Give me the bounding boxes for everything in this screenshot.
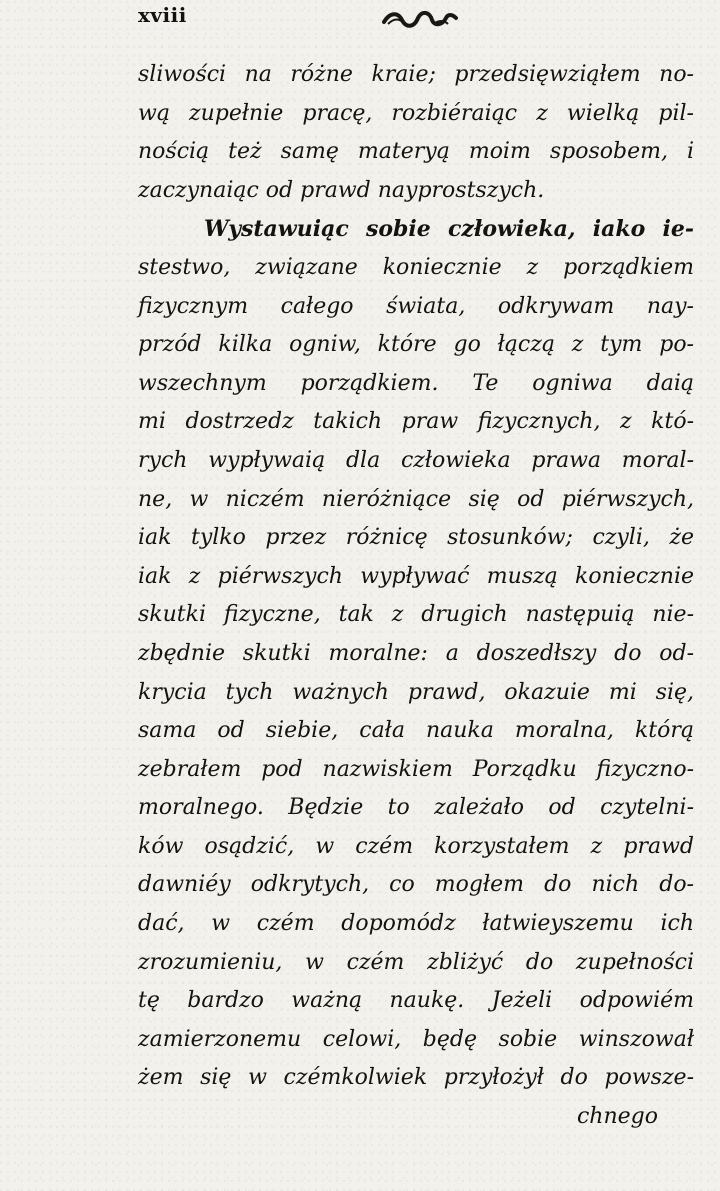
- text-line: wą zupełnie pracę, rozbiéraiąc z wielką pil-: [138, 100, 694, 126]
- text-line: fizycznym całego świata, odkrywam nay-: [138, 293, 694, 319]
- text-line: iak z piérwszych wypływać muszą koniecznie: [138, 563, 694, 589]
- text-line: zaczynaiąc od prawd nayprostszych.: [138, 177, 545, 203]
- text-line: moralnego. Będzie to zależało od czytelni-: [138, 795, 694, 821]
- catchword: chnego: [576, 1104, 658, 1130]
- text-line: stestwo, związane koniecznie z porządkiem: [138, 254, 694, 280]
- text-line: ków osądzić, w czém korzystałem z prawd: [138, 833, 694, 859]
- text-line: krycia tych ważnych prawd, okazuie mi się,: [138, 679, 694, 705]
- text-line: skutki fizyczne, tak z drugich następuią nie-: [138, 602, 694, 628]
- text-line: dać, w czém dopomódz łatwieyszemu ich: [138, 911, 694, 937]
- text-line: tę bardzo ważną naukę. Jeżeli odpowiém: [138, 988, 694, 1014]
- text-line: sliwości na różne kraie; przedsięwziąłem no-: [138, 62, 694, 87]
- text-line: zebrałem pod nazwiskiem Porządku fizyczno-: [138, 756, 694, 782]
- paragraph-start-line: Wystawuiąc sobie człowieka, iako ie-: [204, 216, 694, 243]
- text-line: wszechnym porządkiem. Te ogniwa daią: [138, 370, 694, 396]
- text-line: żem się w czémkolwiek przyłożył do powsze-: [138, 1065, 694, 1091]
- ornament-flourish-icon: [380, 6, 460, 32]
- body-text: [138, 56, 694, 1137]
- text-line: rych wypływaią dla człowieka prawa moral-: [138, 447, 694, 473]
- text-line: dawniéy odkrytych, co mogłem do nich do-: [138, 872, 694, 898]
- text-line: zbędnie skutki moralne: a doszedłszy do od-: [138, 640, 694, 666]
- text-line: iak tylko przez różnicę stosunków; czyli, że: [138, 525, 694, 551]
- text-line: nością też samę materyą moim sposobem, i: [138, 139, 694, 165]
- text-line: przód kilka ogniw, które go łączą z tym po-: [138, 332, 694, 358]
- text-line: sama od siebie, cała nauka moralna, którą: [138, 718, 694, 744]
- text-line: ne, w niczém nieróżniące się od piérwszych,: [138, 486, 694, 512]
- text-line: mi dostrzedz takich praw fizycznych, z któ-: [138, 409, 694, 435]
- text-line: zamierzonemu celowi, będę sobie winszował: [138, 1026, 694, 1052]
- text-line: zrozumieniu, w czém zbliżyć do zupełności: [138, 949, 694, 975]
- page-number: xviii: [138, 3, 187, 27]
